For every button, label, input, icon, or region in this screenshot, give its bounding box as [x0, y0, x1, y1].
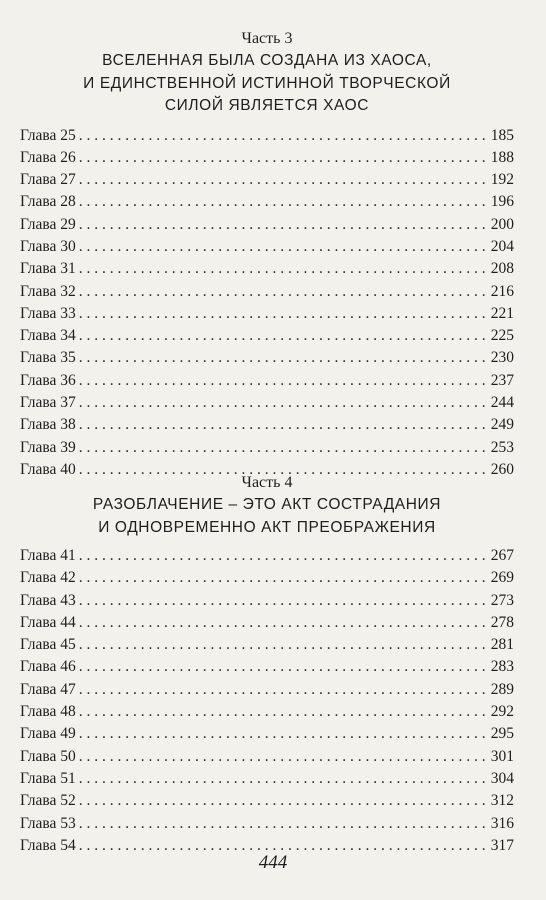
toc-entry — [20, 258, 514, 280]
chapter-page-number: 208 — [490, 260, 514, 278]
chapter-label: Глава 45 — [20, 636, 76, 654]
chapter-page-number: 281 — [490, 636, 514, 654]
chapter-label: Глава 33 — [20, 304, 76, 322]
dot-leader — [79, 191, 488, 213]
chapter-label: Глава 36 — [20, 371, 76, 389]
chapter-page-number: 260 — [490, 460, 514, 478]
dot-leader — [79, 679, 488, 701]
dot-leader — [79, 347, 488, 369]
toc-entry — [20, 392, 514, 414]
chapter-page-number: 317 — [490, 836, 514, 854]
chapter-page-number: 304 — [490, 769, 514, 787]
chapter-page-number: 283 — [490, 658, 514, 676]
toc-entry — [20, 147, 514, 169]
chapter-label: Глава 41 — [20, 547, 76, 564]
toc-entry — [20, 634, 514, 656]
toc-entry — [20, 437, 514, 459]
dot-leader — [79, 723, 488, 745]
chapter-label: Глава 48 — [20, 703, 76, 721]
dot-leader — [79, 281, 488, 303]
toc-entry — [20, 169, 514, 191]
toc-entry — [20, 701, 514, 723]
toc-entry — [20, 790, 514, 812]
chapter-page-number: 312 — [490, 792, 514, 810]
chapter-page-number: 273 — [490, 591, 514, 609]
part-3-chapter-list — [20, 125, 514, 482]
chapter-page-number: 204 — [490, 237, 514, 255]
dot-leader — [79, 414, 488, 436]
toc-entry — [20, 590, 514, 612]
chapter-label: Глава 49 — [20, 725, 76, 743]
dot-leader — [79, 545, 488, 567]
chapter-page-number: 237 — [490, 371, 514, 389]
chapter-page-number: 230 — [490, 349, 514, 367]
chapter-page-number: 221 — [490, 304, 514, 322]
dot-leader — [79, 437, 488, 459]
dot-leader — [79, 768, 488, 790]
dot-leader — [79, 590, 488, 612]
dot-leader — [79, 125, 488, 147]
chapter-label: Глава 27 — [20, 171, 76, 189]
toc-entry — [20, 414, 514, 436]
chapter-page-number: 301 — [490, 747, 514, 765]
dot-leader — [79, 303, 488, 325]
chapter-page-number: 316 — [490, 814, 514, 832]
dot-leader — [79, 258, 488, 280]
dot-leader — [79, 392, 488, 414]
part-4-chapter-list — [20, 545, 514, 857]
toc-entry — [20, 768, 514, 790]
chapter-page-number: 225 — [490, 327, 514, 345]
dot-leader — [79, 656, 488, 678]
chapter-page-number: 200 — [490, 215, 514, 233]
toc-entry — [20, 347, 514, 369]
toc-entry — [20, 656, 514, 678]
chapter-label: Глава 26 — [20, 148, 76, 166]
chapter-label: Глава 25 — [20, 126, 76, 144]
part-4-label: Часть 4 — [241, 474, 293, 491]
toc-entry — [20, 545, 514, 567]
chapter-label: Глава 47 — [20, 680, 76, 698]
toc-entry — [20, 236, 514, 258]
chapter-label: Глава 29 — [20, 215, 76, 233]
dot-leader — [79, 147, 488, 169]
dot-leader — [79, 612, 488, 634]
toc-entry — [20, 325, 514, 347]
chapter-page-number: 192 — [490, 171, 514, 189]
dot-leader — [79, 701, 488, 723]
part-4-title-line-1: РАЗОБЛАЧЕНИЕ – ЭТО АКТ СОСТРАДАНИЯ — [92, 496, 442, 513]
part-3-title-line-2: И ЕДИНСТВЕННОЙ ИСТИННОЙ ТВОРЧЕСКОЙ — [83, 74, 451, 92]
chapter-label: Глава 40 — [20, 460, 76, 478]
chapter-label: Глава 53 — [20, 814, 76, 832]
toc-entry — [20, 214, 514, 236]
dot-leader — [79, 214, 488, 236]
dot-leader — [79, 746, 488, 768]
dot-leader — [79, 325, 488, 347]
chapter-page-number: 278 — [490, 613, 514, 631]
chapter-label: Глава 42 — [20, 569, 76, 587]
chapter-page-number: 185 — [490, 126, 514, 144]
chapter-label: Глава 54 — [20, 836, 76, 854]
dot-leader — [79, 790, 488, 812]
toc-entry — [20, 679, 514, 701]
chapter-page-number: 216 — [490, 282, 514, 300]
chapter-page-number: 269 — [490, 569, 514, 587]
chapter-label: Глава 31 — [20, 260, 76, 278]
chapter-page-number: 289 — [490, 680, 514, 698]
dot-leader — [79, 370, 488, 392]
toc-entry — [20, 191, 514, 213]
part-4-title-line-2: И ОДНОВРЕМЕННО АКТ ПРЕОБРАЖЕНИЯ — [98, 518, 436, 536]
toc-entry — [20, 813, 514, 835]
chapter-page-number: 244 — [490, 394, 514, 412]
toc-entry — [20, 303, 514, 325]
chapter-label: Глава 46 — [20, 658, 76, 676]
chapter-label: Глава 35 — [20, 349, 76, 367]
chapter-page-number: 188 — [490, 148, 514, 166]
toc-entry — [20, 281, 514, 303]
chapter-page-number: 295 — [490, 725, 514, 743]
chapter-page-number: 249 — [490, 416, 514, 434]
chapter-label: Глава 43 — [20, 591, 76, 609]
dot-leader — [79, 813, 488, 835]
chapter-page-number: 253 — [490, 438, 514, 456]
toc-entry — [20, 567, 514, 589]
chapter-label: Глава 37 — [20, 394, 76, 412]
page-number: 444 — [258, 852, 288, 873]
part-3-title-line-1: ВСЕЛЕННАЯ БЫЛА СОЗДАНА ИЗ ХАОСА, — [102, 52, 432, 69]
chapter-label: Глава 38 — [20, 416, 76, 434]
part-3-label: Часть 3 — [241, 30, 293, 47]
dot-leader — [79, 236, 488, 258]
chapter-label: Глава 50 — [20, 747, 76, 765]
chapter-label: Глава 34 — [20, 327, 76, 345]
chapter-label: Глава 30 — [20, 237, 76, 255]
chapter-page-number: 267 — [490, 547, 514, 564]
chapter-label: Глава 44 — [20, 613, 76, 631]
toc-entry — [20, 746, 514, 768]
toc-entry — [20, 612, 514, 634]
dot-leader — [79, 634, 488, 656]
part-3-section — [20, 28, 514, 481]
toc-entry — [20, 370, 514, 392]
chapter-label: Глава 51 — [20, 769, 76, 787]
chapter-label: Глава 28 — [20, 193, 76, 211]
chapter-page-number: 292 — [490, 703, 514, 721]
toc-entry — [20, 723, 514, 745]
chapter-label: Глава 32 — [20, 282, 76, 300]
chapter-page-number: 196 — [490, 193, 514, 211]
toc-entry — [20, 125, 514, 147]
chapter-label: Глава 52 — [20, 792, 76, 810]
dot-leader — [79, 567, 488, 589]
dot-leader — [79, 169, 488, 191]
part-4-section — [20, 472, 514, 857]
chapter-label: Глава 39 — [20, 438, 76, 456]
part-3-title-line-3: СИЛОЙ ЯВЛЯЕТСЯ ХАОС — [164, 97, 370, 114]
